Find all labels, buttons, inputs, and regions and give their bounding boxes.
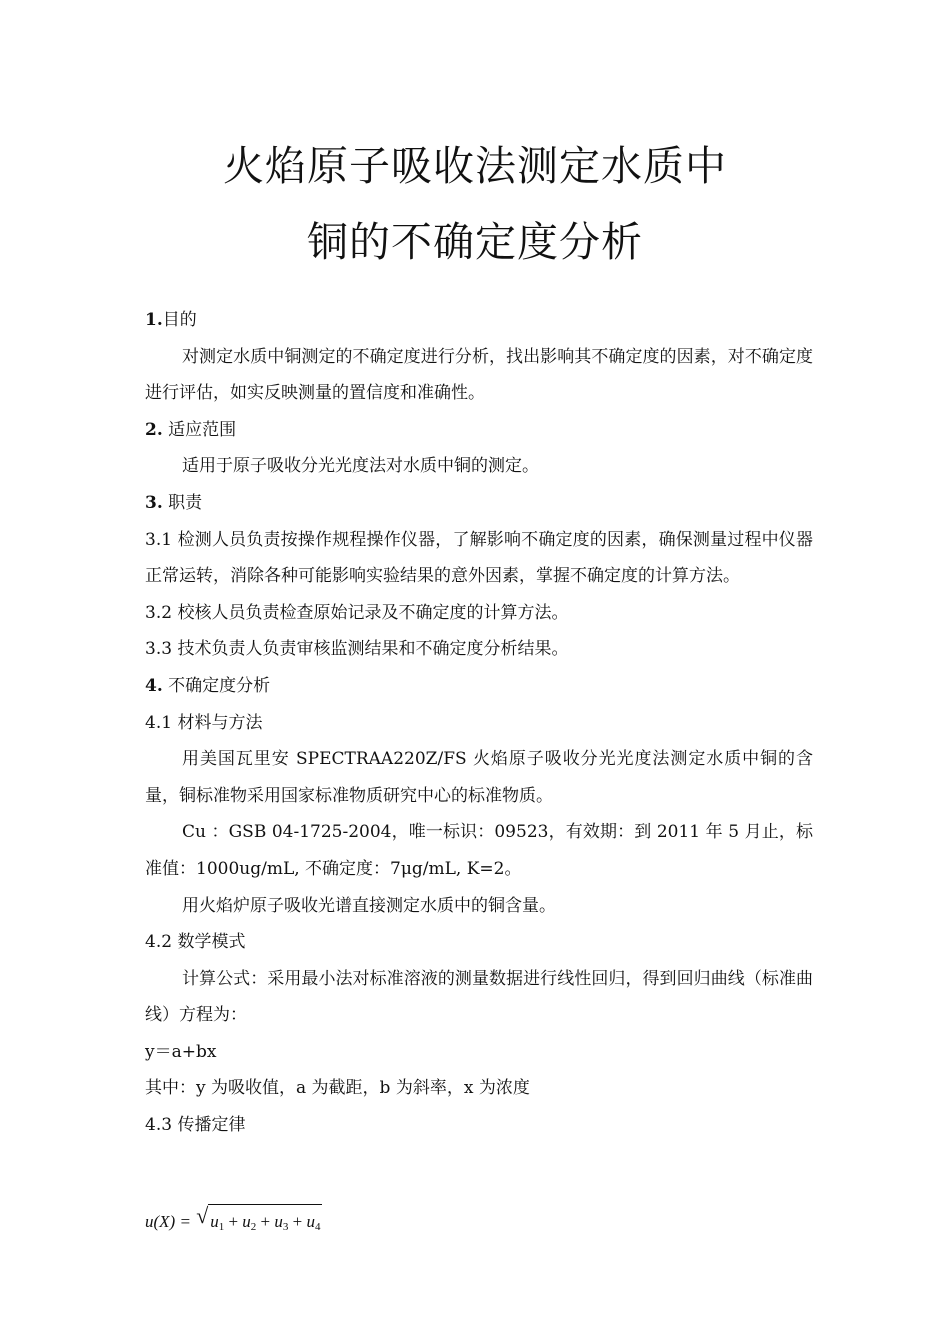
document-body [145, 302, 813, 1144]
section-number: 4. [145, 675, 163, 696]
term-u1: u [210, 1212, 219, 1231]
section-4-1-text-3: 用火焰炉原子吸收光谱直接测定水质中的铜含量。 [182, 895, 556, 916]
formula-lhs: u(X) = [145, 1212, 191, 1231]
section-1-text: 对测定水质中铜测定的不确定度进行分析，找出影响其不确定度的因素，对不确定度进行评估，如实反映测量的置信度和准确性。 [145, 346, 813, 404]
section-4-heading [145, 668, 813, 705]
term-u2-index: 2 [250, 1221, 257, 1233]
section-title: 不确定度分析 [162, 675, 271, 696]
section-3-2-text: 3.2 校核人员负责检查原始记录及不确定度的计算方法。 [145, 602, 569, 623]
title-line-1: 火焰原子吸收法测定水质中 [223, 142, 727, 190]
section-number: 3. [145, 492, 163, 513]
formula-radicand [208, 1204, 322, 1242]
section-4-1-text-1: 用美国瓦里安 SPECTRAA220Z/FS 火焰原子吸收分光光度法测定水质中铜的含量，铜标准物采用国家标准物质研究中心的标准物质。 [145, 749, 813, 806]
square-root [198, 1204, 322, 1242]
plus-sign: + [260, 1212, 271, 1231]
term-u3-index: 3 [282, 1221, 289, 1233]
term-u2: u [242, 1212, 251, 1231]
section-3-3-text: 3.3 技术负责人负责审核监测结果和不确定度分析结果。 [145, 639, 569, 660]
equation-note: 其中：y 为吸收值，a 为截距，b 为斜率，x 为浓度 [145, 1078, 530, 1099]
section-2-text: 适用于原子吸收分光光度法对水质中铜的测定。 [182, 456, 539, 477]
title-line-2: 铜的不确定度分析 [307, 218, 643, 266]
term-u1-index: 1 [218, 1221, 225, 1233]
regression-equation: y＝a+bx [145, 1041, 217, 1062]
section-title: 适应范围 [162, 419, 237, 440]
plus-sign: + [292, 1212, 303, 1231]
section-4-2-text: 计算公式：采用最小法对标准溶液的测量数据进行线性回归，得到回归曲线（标准曲线）方程为： [145, 968, 813, 1026]
section-3-heading [145, 485, 813, 522]
section-number: 1. [145, 310, 163, 330]
plus-sign: + [228, 1212, 239, 1231]
section-4-1-heading: 4.1 材料与方法 [145, 712, 263, 733]
section-3-1-text: 3.1 检测人员负责按操作规程操作仪器，了解影响不确定度的因素，确保测量过程中仪器正常运转，消除各种可能影响实验结果的意外因素，掌握不确定度的计算方法。 [145, 529, 813, 587]
section-2-heading [145, 412, 813, 449]
term-u4: u [306, 1212, 315, 1231]
section-4-2-heading: 4.2 数学模式 [145, 932, 246, 953]
term-u4-index: 4 [314, 1221, 321, 1233]
sqrt-icon: √ [196, 1203, 209, 1228]
section-1-heading [145, 302, 813, 339]
section-4-3-heading: 4.3 传播定律 [145, 1115, 246, 1136]
section-number: 2. [145, 419, 163, 440]
propagation-formula [145, 1204, 322, 1242]
section-title: 职责 [162, 492, 203, 513]
term-u3: u [274, 1212, 283, 1231]
section-4-1-text-2: Cu ：GSB 04-1725-2004，唯一标识：09523，有效期：到 2011 年 5 月止，标准值：1000ug/mL, 不确定度：7μg/mL, K=2。 [145, 822, 813, 879]
section-title: 目的 [162, 310, 197, 330]
